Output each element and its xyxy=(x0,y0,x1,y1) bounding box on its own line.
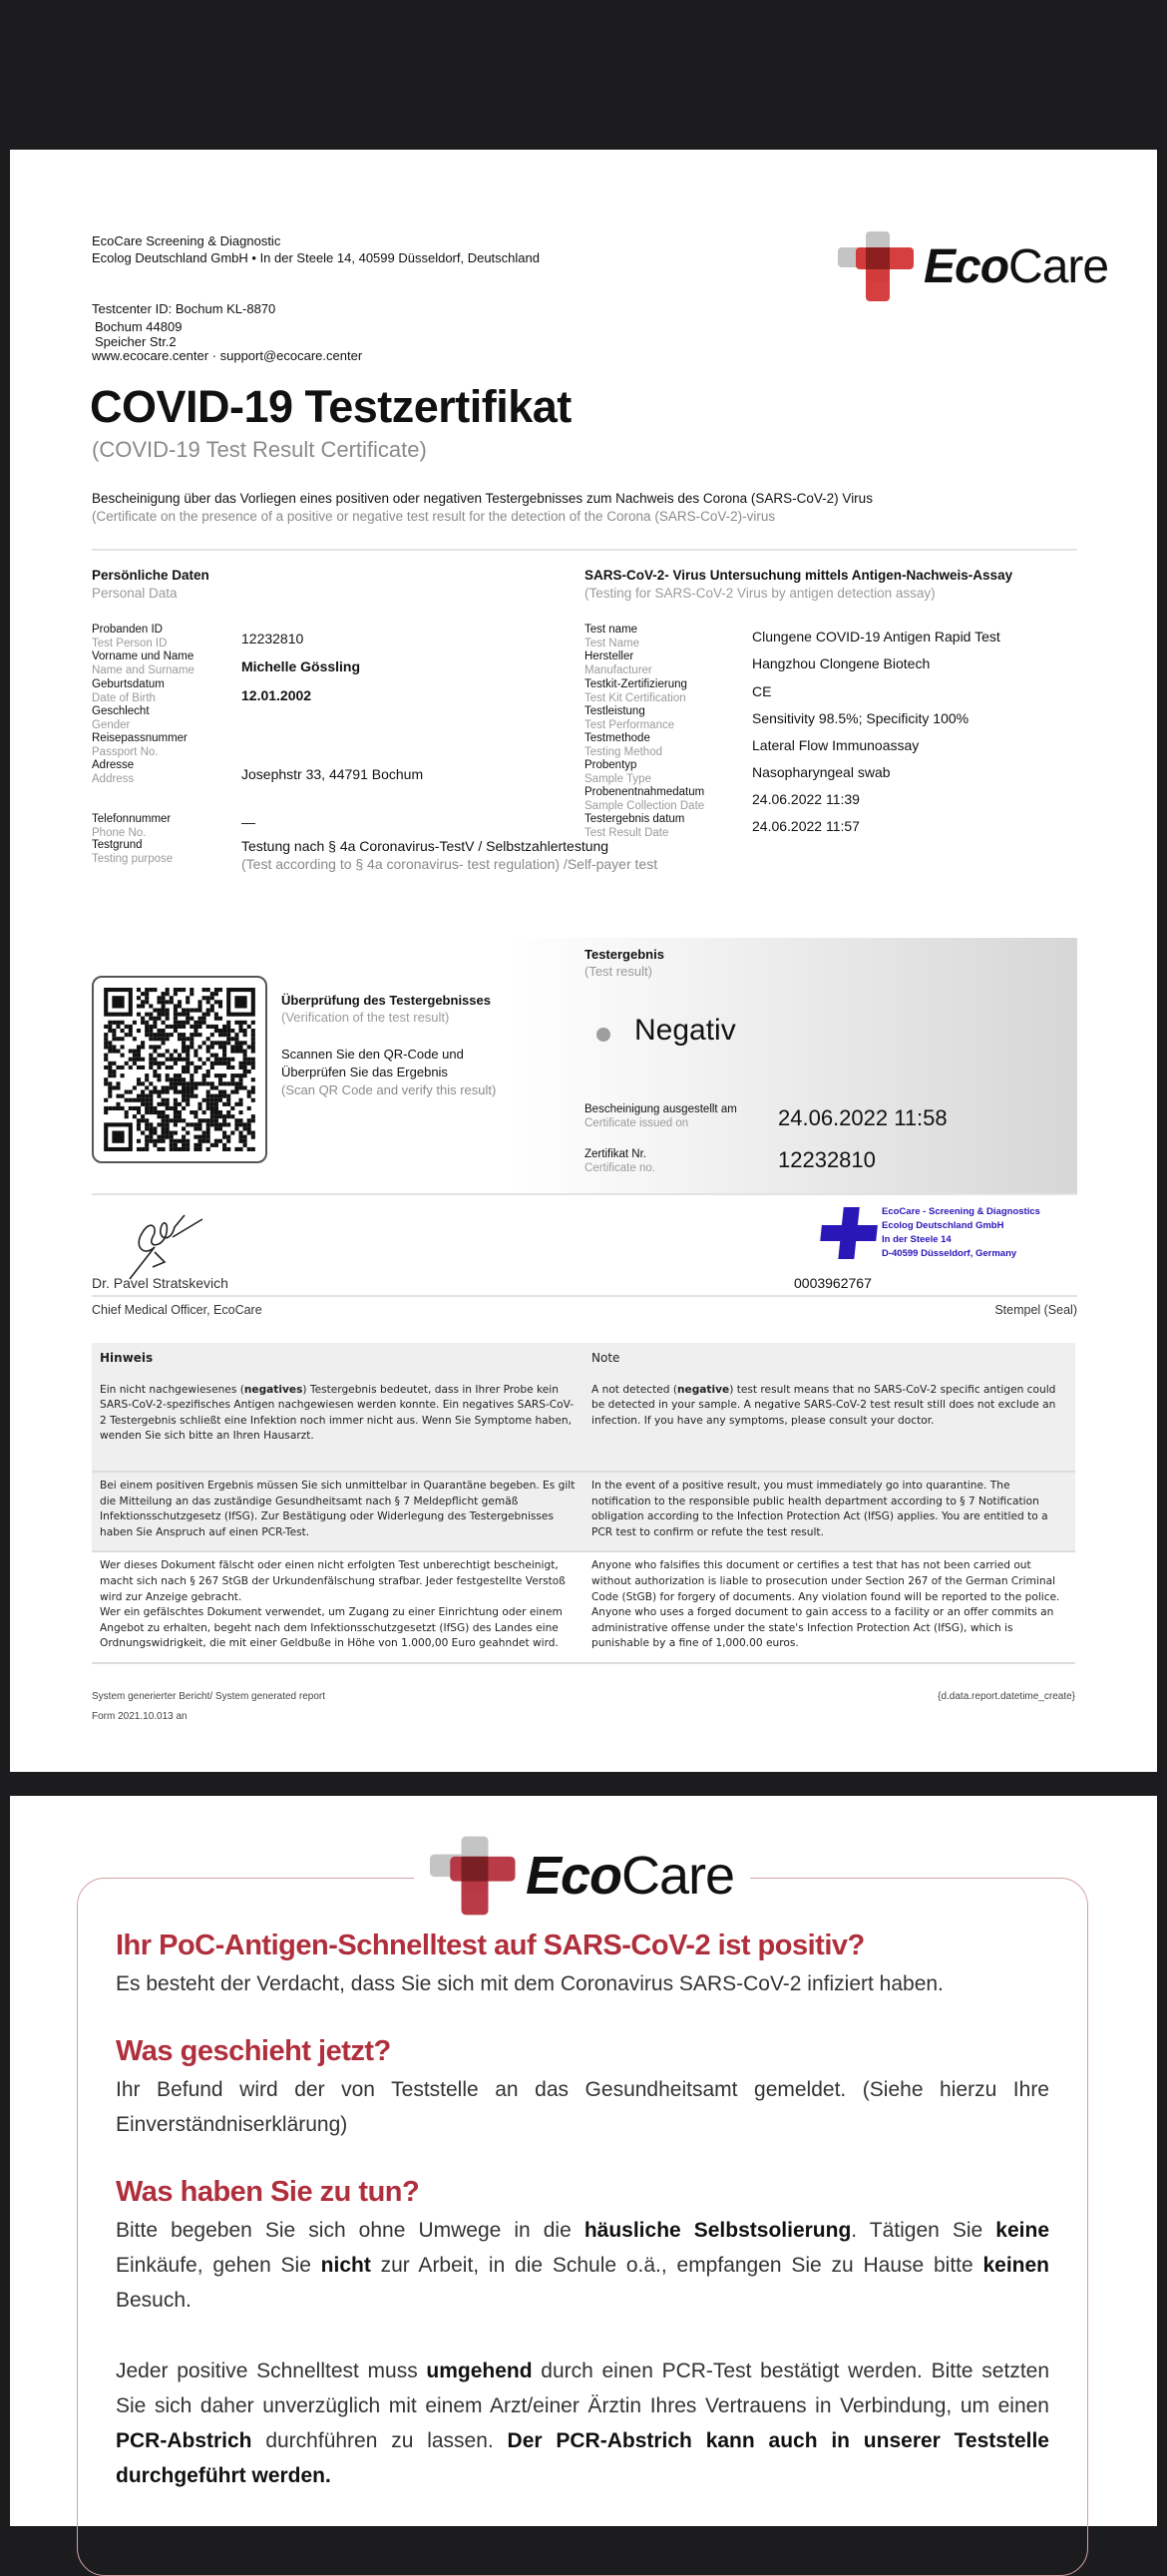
signatory-name: Dr. Pavel Stratskevich xyxy=(92,1275,228,1291)
text-segment: keine xyxy=(995,2219,1049,2242)
footer-report: System generierter Bericht/ System generated report xyxy=(92,1691,325,1702)
text-segment: Der PCR-Abstrich kann auch in unserer Teststelle durchgeführt werden. xyxy=(116,2429,1049,2487)
result-status-dot xyxy=(596,1028,610,1042)
stamp-line: D-40599 Düsseldorf, Germany xyxy=(882,1248,1017,1259)
personal-field-value: 12.01.2002 xyxy=(241,687,312,703)
text-segment: durch einen PCR-Test bestätigt werden. Bitte setzten Sie sich daher unverzüglich mit einem Arzt/einer Ärztin Ihres Vertrauens in Verbindung, um einen xyxy=(116,2360,1050,2417)
stamp-number: 0003962767 xyxy=(794,1275,872,1291)
ecocare-logo-large xyxy=(414,1836,750,1916)
text-segment: Jeder positive Schnelltest muss xyxy=(116,2360,427,2382)
testcenter-id: Bochum KL-8870 xyxy=(175,301,276,316)
note-en xyxy=(584,1552,1075,1662)
intro-en: (Certificate on the presence of a positive or negative test result for the detection of the Corona (SARS-CoV-2)-virus xyxy=(92,509,776,524)
ecocare-logo xyxy=(838,231,1108,301)
testcenter-city: Bochum 44809 xyxy=(95,319,183,334)
personal-field-value: Josephstr 33, 44791 Bochum xyxy=(241,766,424,782)
stamp-line: EcoCare - Screening & Diagnostics xyxy=(882,1206,1040,1217)
text-segment: Wer dieses Dokument fälscht oder einen nicht erfolgten Test unberechtigt bescheinigt, macht sich nach § 267 StGB der Urkundenfälschung strafbar. Jeder festgestellte Verstoß wird zur Anzeige gebracht. Wer ein gefälschtes Dokument verwendet, um Zugang zu einer Einrichtung oder einem Angebot zu erhalten, begeht nach dem Infektionsschutzgesetzt (IfSG) des Landes eine Ordnungswidrigkeit, die mit einer Geldbuße in Höhe von 1.000,00 Euro geahndet wird. xyxy=(100,1559,566,1650)
text-segment: Besuch. xyxy=(116,2289,192,2312)
text-segment: . Tätigen Sie xyxy=(851,2219,996,2242)
testcenter-contact: www.ecocare.center · support@ecocare.center xyxy=(92,348,363,363)
page-title: COVID-19 Testzertifikat xyxy=(90,381,572,432)
page-subtitle: (COVID-19 Test Result Certificate) xyxy=(92,437,427,462)
stamp-line: Ecolog Deutschland GmbH xyxy=(882,1220,1004,1231)
note-en xyxy=(584,1377,1075,1471)
personal-field-label: Vorname und Name Name and Surname xyxy=(92,650,194,676)
cert-no-label: Zertifikat Nr. Certificate no. xyxy=(584,1148,655,1174)
personal-field-value: Michelle Gössling xyxy=(241,658,361,674)
notes-row xyxy=(92,1552,1075,1664)
info-paragraph xyxy=(116,2354,1049,2493)
text-segment: Es besteht der Verdacht, dass Sie sich mit dem Coronavirus SARS-CoV-2 infiziert haben. xyxy=(116,1972,944,1995)
information-page xyxy=(10,1796,1157,2526)
result-value: Negativ xyxy=(634,1014,736,1047)
logo-text-regular: Care xyxy=(1008,239,1109,293)
text-segment: Bei einem positiven Ergebnis müssen Sie sich unmittelbar in Quarantäne begeben. Es gilt die Mitteilung an das zuständige Gesundheitsamt nach § 7 Meldepflicht gemäß Infektionsschutzgesetz (IfSG). Zur Bestätigung oder Widerlegung des Testergebnisses haben Sie Anspruch auf einen PCR-Test. xyxy=(100,1479,576,1538)
text-segment: Bitte begeben Sie sich ohne Umwege in die xyxy=(116,2219,584,2242)
qr-code[interactable] xyxy=(104,988,255,1151)
info-section xyxy=(116,1930,1049,2001)
personal-field-label: Reisepassnummer Passport No. xyxy=(92,732,188,758)
issued-label: Bescheinigung ausgestellt am Certificate issued on xyxy=(584,1103,737,1129)
cert-no-value: 12232810 xyxy=(778,1147,876,1172)
assay-field-value: Nasopharyngeal swab xyxy=(752,764,891,780)
notes-table xyxy=(92,1343,1075,1664)
notes-heading-de: Hinweis xyxy=(100,1351,154,1365)
testcenter-label: Testcenter ID: xyxy=(92,301,173,316)
assay-field-value: Clungene COVID-19 Antigen Rapid Test xyxy=(752,629,1000,644)
info-heading: Was geschieht jetzt? xyxy=(116,2035,391,2067)
testcenter-street: Speicher Str.2 xyxy=(95,334,177,349)
info-section xyxy=(116,2176,1049,2493)
info-paragraph xyxy=(116,1966,1049,2001)
text-segment: ) Testergebnis bedeutet, dass in Ihrer Probe kein SARS-CoV-2-spezifisches Antigen nachgewiesen werden konnte. Ein negatives SARS-CoV-2 Testergebnis schließt eine Infektion noch immer nicht aus. Wenn Sie Symptome haben, wenden Sie sich bitte an Ihren Hausarzt. xyxy=(100,1383,575,1443)
text-segment: Anyone who falsifies this document or certifies a test that has not been carried out without authorization is liable to prosecution under Section 267 of the German Criminal Code (StGB) for forgery of documents. Any violation found will be reported to the police. Anyone who uses a forged document to gain access to a facility or an offer commits an administrative offense under the state's Infection Protection Act (IfSG), which is punishable by a fine of 1,000.00 euros. xyxy=(591,1559,1060,1650)
assay-field-value: 24.06.2022 11:57 xyxy=(752,818,860,834)
signatory-role: Chief Medical Officer, EcoCare xyxy=(92,1303,262,1317)
issued-value: 24.06.2022 11:58 xyxy=(778,1105,948,1130)
stamp-line: In der Steele 14 xyxy=(882,1234,952,1245)
verify-instructions: Scannen Sie den QR-Code und Überprüfen Sie das Ergebnis (Scan QR Code and verify this result) xyxy=(281,1047,497,1097)
notes-row xyxy=(92,1377,1075,1473)
personal-field-label: Testgrund Testing purpose xyxy=(92,839,174,865)
note-en xyxy=(584,1473,1075,1550)
text-segment: umgehend xyxy=(426,2360,533,2382)
personal-field-label: Telefonnummer Phone No. xyxy=(92,813,172,839)
info-section xyxy=(116,2035,1049,2142)
text-segment: keinen xyxy=(982,2254,1049,2277)
result-heading: Testergebnis (Test result) xyxy=(584,947,664,979)
assay-field-label: Testkit-Zertifizierung Test Kit Certification xyxy=(584,678,687,704)
text-segment: häusliche Selbstsolierung xyxy=(584,2219,852,2242)
footer-datetime: {d.data.report.datetime_create} xyxy=(938,1691,1075,1702)
personal-field-label: Geburtsdatum Date of Birth xyxy=(92,678,165,704)
text-segment: PCR-Abstrich xyxy=(116,2429,252,2452)
certificate-page xyxy=(10,150,1157,1772)
personal-field-label: Adresse Address xyxy=(92,759,135,785)
personal-data-heading: Persönliche Daten Personal Data xyxy=(92,568,209,601)
logo-text-regular: Care xyxy=(621,1846,735,1906)
personal-field-value: Testung nach § 4a Coronavirus-TestV / Selbstzahlertestung xyxy=(241,838,609,854)
assay-field-label: Probenentnahmedatum Sample Collection Date xyxy=(584,786,705,812)
info-paragraph xyxy=(116,2072,1049,2142)
notes-heading-en: Note xyxy=(591,1351,620,1365)
assay-field-label: Testleistung Test Performance xyxy=(584,705,675,731)
personal-field-value: 12232810 xyxy=(241,631,304,646)
text-segment: In the event of a positive result, you must immediately go into quarantine. The notification to the responsible public health department according to § 7 Notification obligation according to the Infection Protection Act (IfSG) applies. You are entitled to a PCR test to confirm or refute the test result. xyxy=(591,1479,1048,1538)
personal-field-label: Probanden ID Test Person ID xyxy=(92,624,168,649)
verify-heading: Überprüfung des Testergebnisses (Verification of the test result) xyxy=(281,993,491,1025)
text-segment: Einkäufe, gehen Sie xyxy=(116,2254,321,2277)
note-de xyxy=(92,1377,584,1471)
logo-text-bold: Eco xyxy=(924,239,1009,293)
assay-field-label: Probentyp Sample Type xyxy=(584,759,651,785)
text-segment: Ihr Befund wird der von Teststelle an das Gesundheitsamt gemeldet. (Siehe hierzu Ihre Einverständniserklärung) xyxy=(116,2078,1049,2136)
assay-field-value: Hangzhou Clongene Biotech xyxy=(752,655,931,671)
assay-field-label: Hersteller Manufacturer xyxy=(584,650,652,676)
logo-cross-icon xyxy=(430,1836,520,1916)
text-segment: Ein nicht nachgewiesenes ( xyxy=(100,1383,244,1396)
assay-heading: SARS-CoV-2- Virus Untersuchung mittels Antigen-Nachweis-Assay (Testing for SARS-CoV-2 Virus by antigen detection assay) xyxy=(584,568,1013,601)
intro-de: Bescheinigung über das Vorliegen eines positiven oder negativen Testergebnisses zum Nachweis des Corona (SARS-CoV-2) Virus xyxy=(92,491,873,506)
text-segment: A not detected ( xyxy=(591,1383,677,1396)
signature xyxy=(125,1207,204,1282)
text-segment: zur Arbeit, in die Schule o.ä., empfangen Sie zu Hause bitte xyxy=(370,2254,983,2277)
assay-field-label: Test name Test Name xyxy=(584,624,639,649)
assay-field-value: 24.06.2022 11:39 xyxy=(752,791,860,807)
company-address: Ecolog Deutschland GmbH • In der Steele 14, 40599 Düsseldorf, Deutschland xyxy=(92,250,540,265)
text-segment: nicht xyxy=(320,2254,371,2277)
assay-field-value: Sensitivity 98.5%; Specificity 100% xyxy=(752,710,970,726)
qr-code-frame[interactable] xyxy=(92,976,267,1163)
text-segment: durchführen zu lassen. xyxy=(251,2429,508,2452)
company-name: EcoCare Screening & Diagnostic xyxy=(92,233,281,248)
note-de xyxy=(92,1552,584,1662)
info-heading: Ihr PoC-Antigen-Schnelltest auf SARS-CoV-2 ist positiv? xyxy=(116,1930,865,1961)
notes-row xyxy=(92,1473,1075,1552)
text-segment: negative xyxy=(676,1383,730,1396)
assay-field-value: CE xyxy=(752,683,772,699)
note-de xyxy=(92,1473,584,1550)
logo-text-bold: Eco xyxy=(526,1846,622,1906)
assay-field-label: Testmethode Testing Method xyxy=(584,732,662,758)
footer-form: Form 2021.10.013 an xyxy=(92,1711,188,1722)
logo-cross-icon xyxy=(838,231,918,301)
info-heading: Was haben Sie zu tun? xyxy=(116,2176,420,2208)
text-segment: negatives xyxy=(243,1383,303,1396)
assay-field-value: Lateral Flow Immunoassay xyxy=(752,737,920,753)
stamp-label: Stempel (Seal) xyxy=(994,1303,1077,1317)
assay-field-label: Testergebnis datum Test Result Date xyxy=(584,813,685,839)
stamp-cross-icon xyxy=(818,1205,878,1261)
info-paragraph xyxy=(116,2213,1049,2318)
personal-field-label: Geschlecht Gender xyxy=(92,705,150,731)
text-segment: ) test result means that no SARS-CoV-2 specific antigen could be detected in your sample. A negative SARS-CoV-2 test result still does not exclude an infection. If you have any symptoms, please consult your doctor. xyxy=(591,1383,1056,1427)
official-stamp xyxy=(818,1205,1040,1261)
personal-field-value: — xyxy=(241,814,255,830)
personal-field-value-en: (Test according to § 4a coronavirus- test regulation) /Self-payer test xyxy=(241,856,658,872)
